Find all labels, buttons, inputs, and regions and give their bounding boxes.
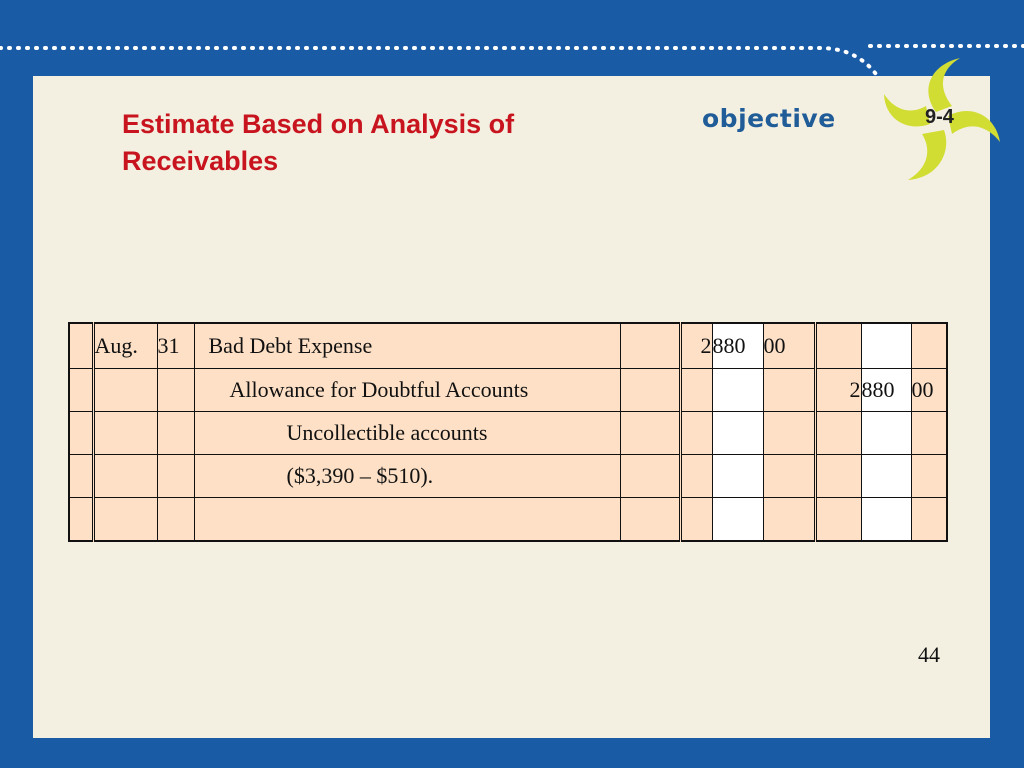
table-row xyxy=(69,498,947,542)
date-day-cell: 31 xyxy=(157,323,194,369)
debit-cents-cell: 00 xyxy=(763,323,815,369)
date-day-cell xyxy=(157,498,194,542)
row-marker-cell xyxy=(69,323,93,369)
credit-units-cell xyxy=(861,498,911,542)
debit-cents-cell xyxy=(763,412,815,455)
account-title-cell: Uncollectible accounts xyxy=(194,412,620,455)
debit-cents-cell xyxy=(763,498,815,542)
slide-title-line-2: Receivables xyxy=(122,146,279,176)
table-row xyxy=(69,455,947,498)
debit-units-cell xyxy=(712,455,763,498)
debit-units-cell xyxy=(712,498,763,542)
post-ref-cell xyxy=(620,498,680,542)
post-ref-cell xyxy=(620,455,680,498)
debit-cents-cell xyxy=(763,455,815,498)
row-marker-cell xyxy=(69,412,93,455)
credit-cents-cell xyxy=(911,323,947,369)
credit-thousands-cell xyxy=(815,323,861,369)
account-title-cell: Bad Debt Expense xyxy=(194,323,620,369)
credit-units-cell xyxy=(861,412,911,455)
table-row xyxy=(69,323,947,369)
account-title-cell xyxy=(194,498,620,542)
debit-thousands-cell xyxy=(680,455,712,498)
credit-thousands-cell xyxy=(815,455,861,498)
credit-cents-cell xyxy=(911,455,947,498)
credit-thousands-cell xyxy=(815,412,861,455)
debit-units-cell xyxy=(712,369,763,412)
debit-units-cell xyxy=(712,412,763,455)
credit-thousands-cell xyxy=(815,498,861,542)
credit-units-cell: 880 xyxy=(861,369,911,412)
row-marker-cell xyxy=(69,455,93,498)
debit-units-cell: 880 xyxy=(712,323,763,369)
credit-cents-cell xyxy=(911,412,947,455)
credit-cents-cell: 00 xyxy=(911,369,947,412)
date-month-cell xyxy=(93,412,157,455)
date-month-cell xyxy=(93,455,157,498)
date-day-cell xyxy=(157,412,194,455)
post-ref-cell xyxy=(620,369,680,412)
debit-thousands-cell xyxy=(680,498,712,542)
objective-number: 9-4 xyxy=(925,106,954,128)
row-marker-cell xyxy=(69,498,93,542)
date-day-cell xyxy=(157,369,194,412)
debit-thousands-cell: 2 xyxy=(680,323,712,369)
post-ref-cell xyxy=(620,412,680,455)
objective-label: objective xyxy=(702,104,836,133)
date-month-cell xyxy=(93,498,157,542)
table-row xyxy=(69,412,947,455)
account-title-cell: Allowance for Doubtful Accounts xyxy=(194,369,620,412)
row-marker-cell xyxy=(69,369,93,412)
date-month-cell xyxy=(93,369,157,412)
date-day-cell xyxy=(157,455,194,498)
slide-title xyxy=(122,106,642,180)
table-row xyxy=(69,369,947,412)
credit-units-cell xyxy=(861,455,911,498)
debit-cents-cell xyxy=(763,369,815,412)
debit-thousands-cell xyxy=(680,369,712,412)
debit-thousands-cell xyxy=(680,412,712,455)
slide-title-line-1: Estimate Based on Analysis of xyxy=(122,109,515,139)
date-month-cell: Aug. xyxy=(93,323,157,369)
post-ref-cell xyxy=(620,323,680,369)
credit-units-cell xyxy=(861,323,911,369)
credit-thousands-cell: 2 xyxy=(815,369,861,412)
credit-cents-cell xyxy=(911,498,947,542)
general-journal-table xyxy=(68,322,948,542)
page-number: 44 xyxy=(918,642,940,667)
account-title-cell: ($3,390 – $510). xyxy=(194,455,620,498)
